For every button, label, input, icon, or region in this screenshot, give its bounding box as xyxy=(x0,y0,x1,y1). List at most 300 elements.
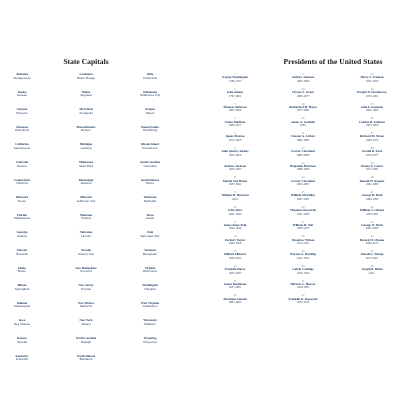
capital-name: Montpelier xyxy=(142,251,158,256)
president-years: 1881-1885 xyxy=(296,137,310,142)
state-capital-entry xyxy=(128,231,172,249)
president-entry xyxy=(200,101,270,121)
president-entry xyxy=(337,88,407,103)
state-name: Washington xyxy=(142,283,158,288)
president-number: 36 xyxy=(370,116,374,121)
president-entry xyxy=(268,219,338,239)
president-name: James A. Garfield xyxy=(291,119,315,124)
state-name: Oregon xyxy=(145,107,155,112)
president-name: Herbert C. Hoover xyxy=(290,281,316,286)
president-years: 1989-1993 xyxy=(365,196,379,201)
president-entry xyxy=(268,147,338,162)
president-name: Andrew Jackson xyxy=(223,163,247,168)
president-years: 1961-1963 xyxy=(365,108,379,113)
president-entry xyxy=(268,278,338,298)
president-years: 1889-1893 xyxy=(296,167,310,172)
president-entry xyxy=(200,206,270,221)
state-name: Oklahoma xyxy=(143,89,157,94)
president-entry xyxy=(200,160,270,180)
state-capital-entry xyxy=(128,73,172,91)
president-name: William H. Harrison xyxy=(221,193,249,198)
president-number: 20 xyxy=(301,116,305,121)
state-capitals-column-2 xyxy=(63,73,109,372)
president-years: 2001-2009 xyxy=(365,226,379,231)
president-number: 27 xyxy=(301,219,305,224)
president-years: 1845-1849 xyxy=(228,226,242,231)
president-number: 1 xyxy=(234,72,236,76)
presidents-column-1 xyxy=(200,73,270,309)
president-years: 1829-1837 xyxy=(228,167,242,172)
capital-name: Topeka xyxy=(17,339,27,344)
president-years: 1977-1981 xyxy=(365,167,379,172)
president-years: 1974-1977 xyxy=(365,152,379,157)
capital-name: Columbus xyxy=(143,75,157,80)
president-entry xyxy=(268,176,338,191)
state-capital-entry xyxy=(2,143,42,161)
president-entry xyxy=(268,265,338,280)
president-entry xyxy=(200,176,270,191)
state-name: South Dakota xyxy=(140,177,160,182)
capital-name: Springfield xyxy=(14,286,30,291)
president-entry xyxy=(337,147,407,162)
president-years: 1897-1901 xyxy=(296,196,310,201)
state-capital-entry xyxy=(2,73,42,91)
presidents-column-2 xyxy=(268,73,338,309)
president-entry xyxy=(337,73,407,88)
capital-name: Hartford xyxy=(16,181,28,186)
president-number: 33 xyxy=(370,72,374,76)
president-entry xyxy=(337,206,407,221)
president-years: 1853-1857 xyxy=(228,270,242,275)
state-capital-entry xyxy=(63,249,109,267)
capital-name: Providence xyxy=(142,145,158,150)
state-name: Arizona xyxy=(16,107,28,112)
president-entry xyxy=(268,294,338,309)
president-entry xyxy=(337,235,407,250)
state-name: Mississippi xyxy=(78,177,94,182)
president-entry xyxy=(200,117,270,132)
state-name: Hawaii xyxy=(17,247,27,252)
capital-name: Albany xyxy=(81,321,91,326)
president-number: 38 xyxy=(370,145,374,150)
president-number: 21 xyxy=(301,131,305,135)
president-entry xyxy=(200,88,270,103)
president-name: Benjamin Harrison xyxy=(290,163,316,168)
president-entry xyxy=(268,160,338,180)
capital-name: Cheyenne xyxy=(142,339,158,344)
capital-name: Lansing xyxy=(80,145,92,150)
state-capital-entry xyxy=(2,196,42,214)
president-entry xyxy=(200,147,270,162)
president-name: James Knox Polk xyxy=(223,222,247,227)
president-number: 12 xyxy=(233,234,237,239)
president-years: 1857-1861 xyxy=(228,285,242,290)
state-name: Connecticut xyxy=(14,177,30,182)
state-name: Rhode Island xyxy=(141,142,159,147)
president-entry xyxy=(200,278,270,298)
president-name: Richard M. Nixon xyxy=(360,134,384,139)
capital-name: Baton Rouge xyxy=(76,75,96,80)
presidents-column-3 xyxy=(337,73,407,280)
capital-name: Pierre xyxy=(145,181,155,186)
president-number: 8 xyxy=(234,175,236,180)
president-number: 24 xyxy=(301,175,305,180)
president-years: 1909-1913 xyxy=(296,226,310,231)
state-capital-entry xyxy=(63,143,109,161)
state-name: Virginia xyxy=(144,265,156,270)
president-name: John F. Kennedy xyxy=(360,104,384,109)
president-number: 40 xyxy=(370,175,374,180)
state-name: California xyxy=(15,142,29,147)
state-name: Alabama xyxy=(15,72,29,76)
state-capital-entry xyxy=(2,337,42,355)
president-years: 2017-2021 xyxy=(365,255,379,260)
state-capital-entry xyxy=(128,284,172,302)
president-years: 1837-1841 xyxy=(228,182,242,187)
state-name: Ohio xyxy=(146,72,154,76)
capital-name: Carson City xyxy=(77,251,95,256)
capital-name: Indianapolis xyxy=(13,304,31,309)
president-entry xyxy=(200,132,270,147)
president-years: 1849-1850 xyxy=(228,241,242,246)
president-number: 42 xyxy=(370,204,374,209)
president-name: Theodore Roosevelt xyxy=(289,208,317,213)
president-number: 13 xyxy=(233,249,237,253)
president-years: 1841-1845 xyxy=(228,211,242,216)
president-name: George W. Bush xyxy=(361,222,383,227)
president-number: 43 xyxy=(370,219,374,224)
president-name: Grover Cleveland xyxy=(291,149,315,154)
capital-name: Dover xyxy=(17,198,27,203)
state-name: New York xyxy=(79,318,93,323)
president-number: 39 xyxy=(370,160,374,165)
capital-name: Augusta xyxy=(80,93,92,98)
president-number: 6 xyxy=(234,145,236,150)
state-capital-entry xyxy=(128,108,172,126)
state-capital-entry xyxy=(63,337,109,355)
state-name: Maine xyxy=(81,89,91,94)
president-entry xyxy=(200,265,270,280)
president-name: John Adams xyxy=(226,90,244,95)
president-number: 15 xyxy=(233,278,237,283)
state-name: West Virginia xyxy=(140,300,160,305)
capital-name: Nashville xyxy=(143,198,157,203)
capital-name: Bismarck xyxy=(79,357,93,362)
president-name: Lyndon B. Johnson xyxy=(359,119,385,124)
president-name: Rutherford B. Hayes xyxy=(289,104,317,109)
state-name: Minnesota xyxy=(79,159,93,164)
president-entry xyxy=(268,73,338,88)
capital-name: Raleigh xyxy=(80,339,92,344)
president-years: 1969-1974 xyxy=(365,137,379,142)
capital-name: Harrisburg xyxy=(142,128,158,133)
president-name: Joseph R. Biden xyxy=(361,267,383,272)
state-name: Illinois xyxy=(17,283,27,288)
state-name: Delaware xyxy=(15,195,29,200)
state-name: Michigan xyxy=(79,142,93,147)
president-number: 5 xyxy=(234,131,236,135)
president-years: 1921-1923 xyxy=(296,255,310,260)
state-capital-entry xyxy=(63,73,109,91)
president-name: John Tyler xyxy=(227,208,243,213)
capital-name: Annapolis xyxy=(79,110,93,115)
president-name: Gerald R. Ford xyxy=(361,149,383,154)
president-years: 1981-1989 xyxy=(365,182,379,187)
state-name: Texas xyxy=(146,212,154,217)
president-number: 17 xyxy=(301,72,305,76)
president-number: 16 xyxy=(233,293,237,298)
president-name: John Quincy Adams xyxy=(221,149,249,154)
president-years: 1869-1877 xyxy=(296,93,310,98)
president-years: 1801-1809 xyxy=(228,108,242,113)
president-years: 1933-1945 xyxy=(296,300,310,305)
capital-name: Santa Fe xyxy=(79,304,93,309)
state-name: Massachusetts xyxy=(76,124,96,129)
state-capital-entry xyxy=(2,319,42,337)
state-name: New Mexico xyxy=(77,300,95,305)
president-years: 1885-1889 xyxy=(296,152,310,157)
state-capital-entry xyxy=(63,284,109,302)
president-entry xyxy=(337,265,407,280)
president-name: James Madison xyxy=(224,119,246,124)
president-entry xyxy=(268,117,338,132)
president-entry xyxy=(337,191,407,206)
state-capital-entry xyxy=(63,319,109,337)
state-name: Vermont xyxy=(144,247,156,252)
president-number: 26 xyxy=(301,204,305,209)
president-number: 9 xyxy=(234,190,236,194)
president-name: George H. Bush xyxy=(361,193,383,198)
president-years: 1993-2001 xyxy=(365,211,379,216)
president-entry xyxy=(337,160,407,180)
president-number: 37 xyxy=(370,131,374,135)
state-name: Kentucky xyxy=(15,353,29,358)
capital-name: Oklahoma City xyxy=(139,93,161,98)
president-years: 1881 xyxy=(300,123,306,128)
president-entry xyxy=(200,294,270,309)
president-years: 2009-2017 xyxy=(365,241,379,246)
president-name: Calvin Coolidge xyxy=(292,267,314,272)
president-name: Andrew Johnson xyxy=(291,75,315,80)
president-number: 45 xyxy=(370,249,374,253)
capital-name: Salem xyxy=(145,110,155,115)
state-name: Tennessee xyxy=(143,195,157,200)
president-years: 1923-1929 xyxy=(296,270,310,275)
state-capital-entry xyxy=(2,355,42,373)
president-number: 29 xyxy=(301,249,305,253)
capital-name: Columbia xyxy=(143,163,157,168)
capital-name: Salt Lake City xyxy=(140,233,160,238)
president-number: 44 xyxy=(370,234,374,239)
capital-name: Denver xyxy=(17,163,27,168)
president-name: Martin Van Buren xyxy=(222,178,248,183)
president-entry xyxy=(268,191,338,206)
president-name: Warren G. Harding xyxy=(289,252,317,257)
state-name: South Carolina xyxy=(139,159,161,164)
president-entry xyxy=(200,219,270,239)
state-capital-entry xyxy=(2,231,42,249)
state-name: Iowa xyxy=(18,318,26,323)
president-number: 34 xyxy=(370,86,374,91)
capital-name: Saint Paul xyxy=(78,163,94,168)
president-name: Jimmy E. Carter xyxy=(360,163,384,168)
president-number: 3 xyxy=(234,101,236,106)
president-entry xyxy=(268,101,338,121)
capital-name: Boston xyxy=(81,128,91,133)
state-name: Montana xyxy=(79,212,93,217)
president-entry xyxy=(200,73,270,88)
president-years: 1850-1853 xyxy=(228,255,242,260)
president-number: 14 xyxy=(233,263,237,268)
capital-name: Honolulu xyxy=(15,251,29,256)
president-entry xyxy=(200,235,270,250)
president-name: William H. Taft xyxy=(292,222,314,227)
state-name: Maryland xyxy=(79,107,93,112)
state-capitals-title: State Capitals xyxy=(63,57,109,66)
capital-name: Jefferson City xyxy=(76,198,96,203)
president-number: 30 xyxy=(301,263,305,268)
president-name: Woodrow Wilson xyxy=(291,237,315,242)
president-name: William McKinley xyxy=(290,193,316,198)
president-entry xyxy=(268,206,338,221)
state-capitals-column-1 xyxy=(2,73,42,372)
capital-name: Helena xyxy=(81,216,91,221)
president-years: 1893-1897 xyxy=(296,182,310,187)
state-capital-entry xyxy=(2,161,42,179)
state-capital-entry xyxy=(128,249,172,267)
president-name: Donald J. Trump xyxy=(360,252,384,257)
state-capital-entry xyxy=(2,284,42,302)
president-number: 10 xyxy=(233,204,237,209)
state-name: Arkansas xyxy=(15,124,29,129)
president-number: 28 xyxy=(301,234,305,239)
president-entry xyxy=(337,101,407,121)
president-years: 1913-1921 xyxy=(296,241,310,246)
state-name: Missouri xyxy=(80,195,92,200)
capital-name: Boise xyxy=(18,269,26,274)
state-name: Louisiana xyxy=(79,72,93,76)
president-years: 1963-1969 xyxy=(365,123,379,128)
state-name: Nebraska xyxy=(79,230,93,235)
president-number: 41 xyxy=(370,190,374,194)
president-years: 1825-1829 xyxy=(228,152,242,157)
president-number: 7 xyxy=(234,160,236,165)
president-years: 2021- xyxy=(368,270,376,275)
state-capital-entry xyxy=(63,108,109,126)
president-name: Zachary Taylor xyxy=(224,237,246,242)
capital-name: Juneau xyxy=(16,93,28,98)
state-name: New Hampshire xyxy=(75,265,97,270)
capital-name: Sacramento xyxy=(13,145,31,150)
president-entry xyxy=(200,250,270,265)
state-capital-entry xyxy=(128,337,172,355)
presidents-title: Presidents of the United States xyxy=(283,57,383,66)
president-name: William J. Clinton xyxy=(359,208,385,213)
president-number: 11 xyxy=(233,219,237,224)
state-name: Florida xyxy=(17,212,27,217)
president-name: George Washington xyxy=(221,75,249,80)
president-years: 1789-1797 xyxy=(228,78,242,83)
president-entry xyxy=(337,176,407,191)
state-name: Indiana xyxy=(16,300,28,305)
president-number: 22 xyxy=(301,145,305,150)
president-number: 31 xyxy=(301,278,305,283)
state-name: North Carolina xyxy=(75,335,97,340)
president-name: Abraham Lincoln xyxy=(223,296,247,301)
state-capitals-column-3 xyxy=(128,73,172,355)
president-years: 1877-1881 xyxy=(296,108,310,113)
state-name: North Dakota xyxy=(76,353,96,358)
state-name: Utah xyxy=(146,230,154,235)
president-name: Barack H. Obama xyxy=(359,237,385,242)
capital-name: Jackson xyxy=(80,181,92,186)
president-number: 2 xyxy=(234,86,236,91)
president-name: Ulysses S. Grant xyxy=(292,90,314,95)
president-name: Franklin D. Roosevelt xyxy=(288,296,318,301)
president-name: Ronald W. Reagan xyxy=(359,178,385,183)
president-entry xyxy=(268,235,338,250)
president-number: 18 xyxy=(301,86,305,91)
president-entry xyxy=(337,219,407,239)
president-name: Harry S. Truman xyxy=(360,75,384,80)
state-capital-entry xyxy=(128,143,172,161)
president-entry xyxy=(337,117,407,132)
state-name: Colorado xyxy=(15,159,29,164)
president-years: 1929-1933 xyxy=(296,285,310,290)
president-years: 1809-1817 xyxy=(228,123,242,128)
president-name: Millard Fillmore xyxy=(223,252,247,257)
state-capital-entry xyxy=(2,249,42,267)
state-name: Idaho xyxy=(18,265,26,270)
capital-name: Charleston xyxy=(142,304,158,309)
president-number: 4 xyxy=(234,116,236,121)
president-years: 1865-1869 xyxy=(296,78,310,83)
state-name: Alaska xyxy=(17,89,27,94)
state-name: Kansas xyxy=(17,335,27,340)
state-name: Nevada xyxy=(81,247,91,252)
capital-name: Madison xyxy=(144,321,156,326)
state-capital-entry xyxy=(63,231,109,249)
president-number: 25 xyxy=(301,190,305,194)
capital-name: Olympia xyxy=(144,286,156,291)
capital-name: Lincoln xyxy=(81,233,91,238)
capital-name: Atlanta xyxy=(17,233,27,238)
president-name: James Monroe xyxy=(225,134,245,139)
state-capital-entry xyxy=(63,355,109,373)
capital-name: Richmond xyxy=(143,269,157,274)
state-capital-entry xyxy=(128,196,172,214)
president-years: 1841 xyxy=(232,196,238,201)
president-years: 1953-1961 xyxy=(365,93,379,98)
president-number: 23 xyxy=(301,160,305,165)
state-name: New Jersey xyxy=(78,283,94,288)
capital-name: Trenton xyxy=(80,286,92,291)
president-entry xyxy=(200,191,270,206)
state-name: Wyoming xyxy=(143,335,157,340)
president-number: 46 xyxy=(370,263,374,268)
state-name: Wisconsin xyxy=(143,318,157,323)
capital-name: Phoenix xyxy=(16,110,28,115)
state-capital-entry xyxy=(63,161,109,179)
capital-name: Tallahassee xyxy=(13,216,31,221)
state-capital-entry xyxy=(63,196,109,214)
state-capital-entry xyxy=(2,108,42,126)
state-capital-entry xyxy=(128,319,172,337)
capital-name: Montgomery xyxy=(13,75,31,80)
president-name: Franklin Pierce xyxy=(224,267,246,272)
president-number: 19 xyxy=(301,101,305,106)
capital-name: Concord xyxy=(80,269,92,274)
